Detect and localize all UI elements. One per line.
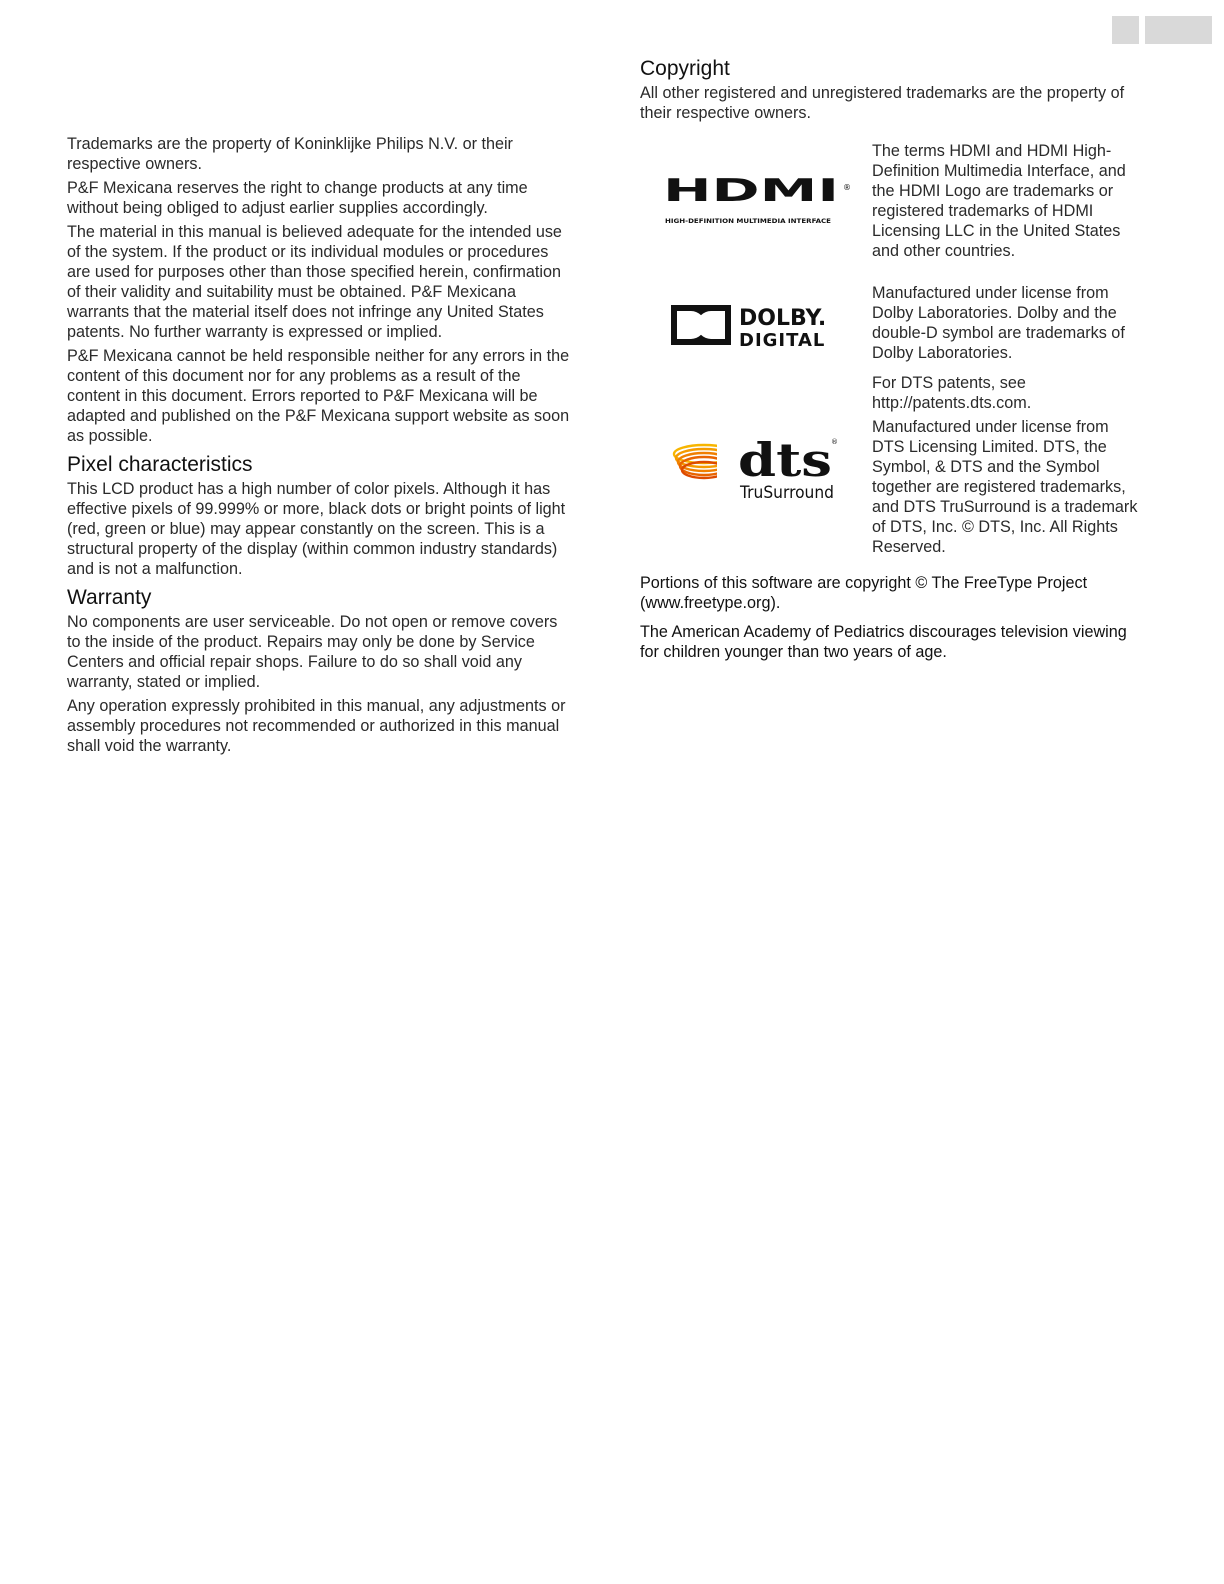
svg-text:®: ®: [831, 438, 838, 446]
right-column: [640, 56, 1145, 671]
material-paragraph: The material in this manual is believed adequate for the intended use of the system. If the product or its individual modules or procedures are used for purposes other than those specified herein, confirmation of their validity and suitability must be obtained. P&F Mexicana warrants that the material itself does not infringe any United States patents. No further warranty is expressed or implied.: [67, 223, 562, 341]
freetype-notice: Portions of this software are copyright © The FreeType Project (www.freetype.org).: [640, 574, 1088, 612]
dolby-logo-line2: DIGITAL: [739, 330, 826, 351]
hdmi-license-text: The terms HDMI and HDMI High-Definition Multimedia Interface, and the HDMI Logo are trademarks or registered trademarks of HDMI Licensing LLC in the United States and other countries.: [872, 142, 1126, 260]
aap-notice: The American Academy of Pediatrics discourages television viewing for children younger than two years of age.: [640, 623, 1127, 661]
dts-logo: [640, 432, 872, 502]
dolby-logo: [640, 301, 872, 349]
dts-logo-sub: TruSurround: [739, 483, 834, 503]
dolby-license-row: [640, 283, 1145, 367]
dts-license-text: Manufactured under license from DTS Licensing Limited. DTS, the Symbol, & DTS and the Symbol together are registered trademarks, and DTS TruSurround is a trademark of DTS, Inc. © DTS, Inc. All Rights Reserved.: [872, 418, 1138, 556]
responsibility-paragraph: P&F Mexicana cannot be held responsible neither for any errors in the content of this document nor for any problems as a result of the content in this document. Errors reported to P&F Mexicana will be adapted and published on the P&F Mexicana support website as soon as possible.: [67, 347, 570, 445]
left-column: [67, 134, 573, 760]
change-products-paragraph: P&F Mexicana reserves the right to change products at any time without being obliged to adjust earlier supplies accordingly.: [67, 179, 528, 217]
dolby-logo-graphic: [671, 301, 841, 349]
dts-license-row: [640, 373, 1145, 561]
dts-logo-word: dts: [738, 433, 832, 487]
dts-logo-graphic: [672, 432, 840, 502]
copyright-heading: Copyright: [640, 57, 730, 80]
warranty-heading: Warranty: [67, 586, 152, 609]
warranty-paragraph-2: Any operation expressly prohibited in this manual, any adjustments or assembly procedures not recommended or authorized in this manual shall void the warranty.: [67, 697, 566, 755]
dolby-license-text: Manufactured under license from Dolby Laboratories. Dolby and the double-D symbol are trademarks of Dolby Laboratories.: [872, 284, 1125, 362]
hdmi-logo: [640, 173, 872, 229]
page-tab-marker-right: [1145, 16, 1212, 44]
hdmi-logo-word: HDMI: [663, 173, 839, 210]
page-tab-marker-left: [1112, 16, 1139, 44]
copyright-paragraph: All other registered and unregistered trademarks are the property of their respective owners.: [640, 84, 1125, 122]
hdmi-license-row: [640, 141, 1145, 265]
pixel-paragraph: This LCD product has a high number of color pixels. Although it has effective pixels of 99.999% or more, black dots or bright points of light (red, green or blue) may appear constantly on the screen. This is a structural property of the display (within common industry standards) and is not a malfunction.: [67, 480, 566, 578]
dolby-logo-line1: DOLBY.: [739, 306, 827, 331]
hdmi-logo-subtitle: HIGH-DEFINITION MULTIMEDIA INTERFACE: [665, 217, 831, 225]
dts-patents-text: For DTS patents, see http://patents.dts.com.: [872, 374, 1032, 412]
hdmi-logo-graphic: [663, 173, 851, 229]
pixel-heading: Pixel characteristics: [67, 453, 253, 476]
trademarks-paragraph: Trademarks are the property of Koninklijke Philips N.V. or their respective owners.: [67, 135, 513, 173]
svg-text:®: ®: [843, 183, 851, 192]
warranty-paragraph-1: No components are user serviceable. Do not open or remove covers to the inside of the product. Repairs may only be done by Service Centers and official repair shops. Failure to do so shall void any warranty, stated or implied.: [67, 613, 558, 691]
